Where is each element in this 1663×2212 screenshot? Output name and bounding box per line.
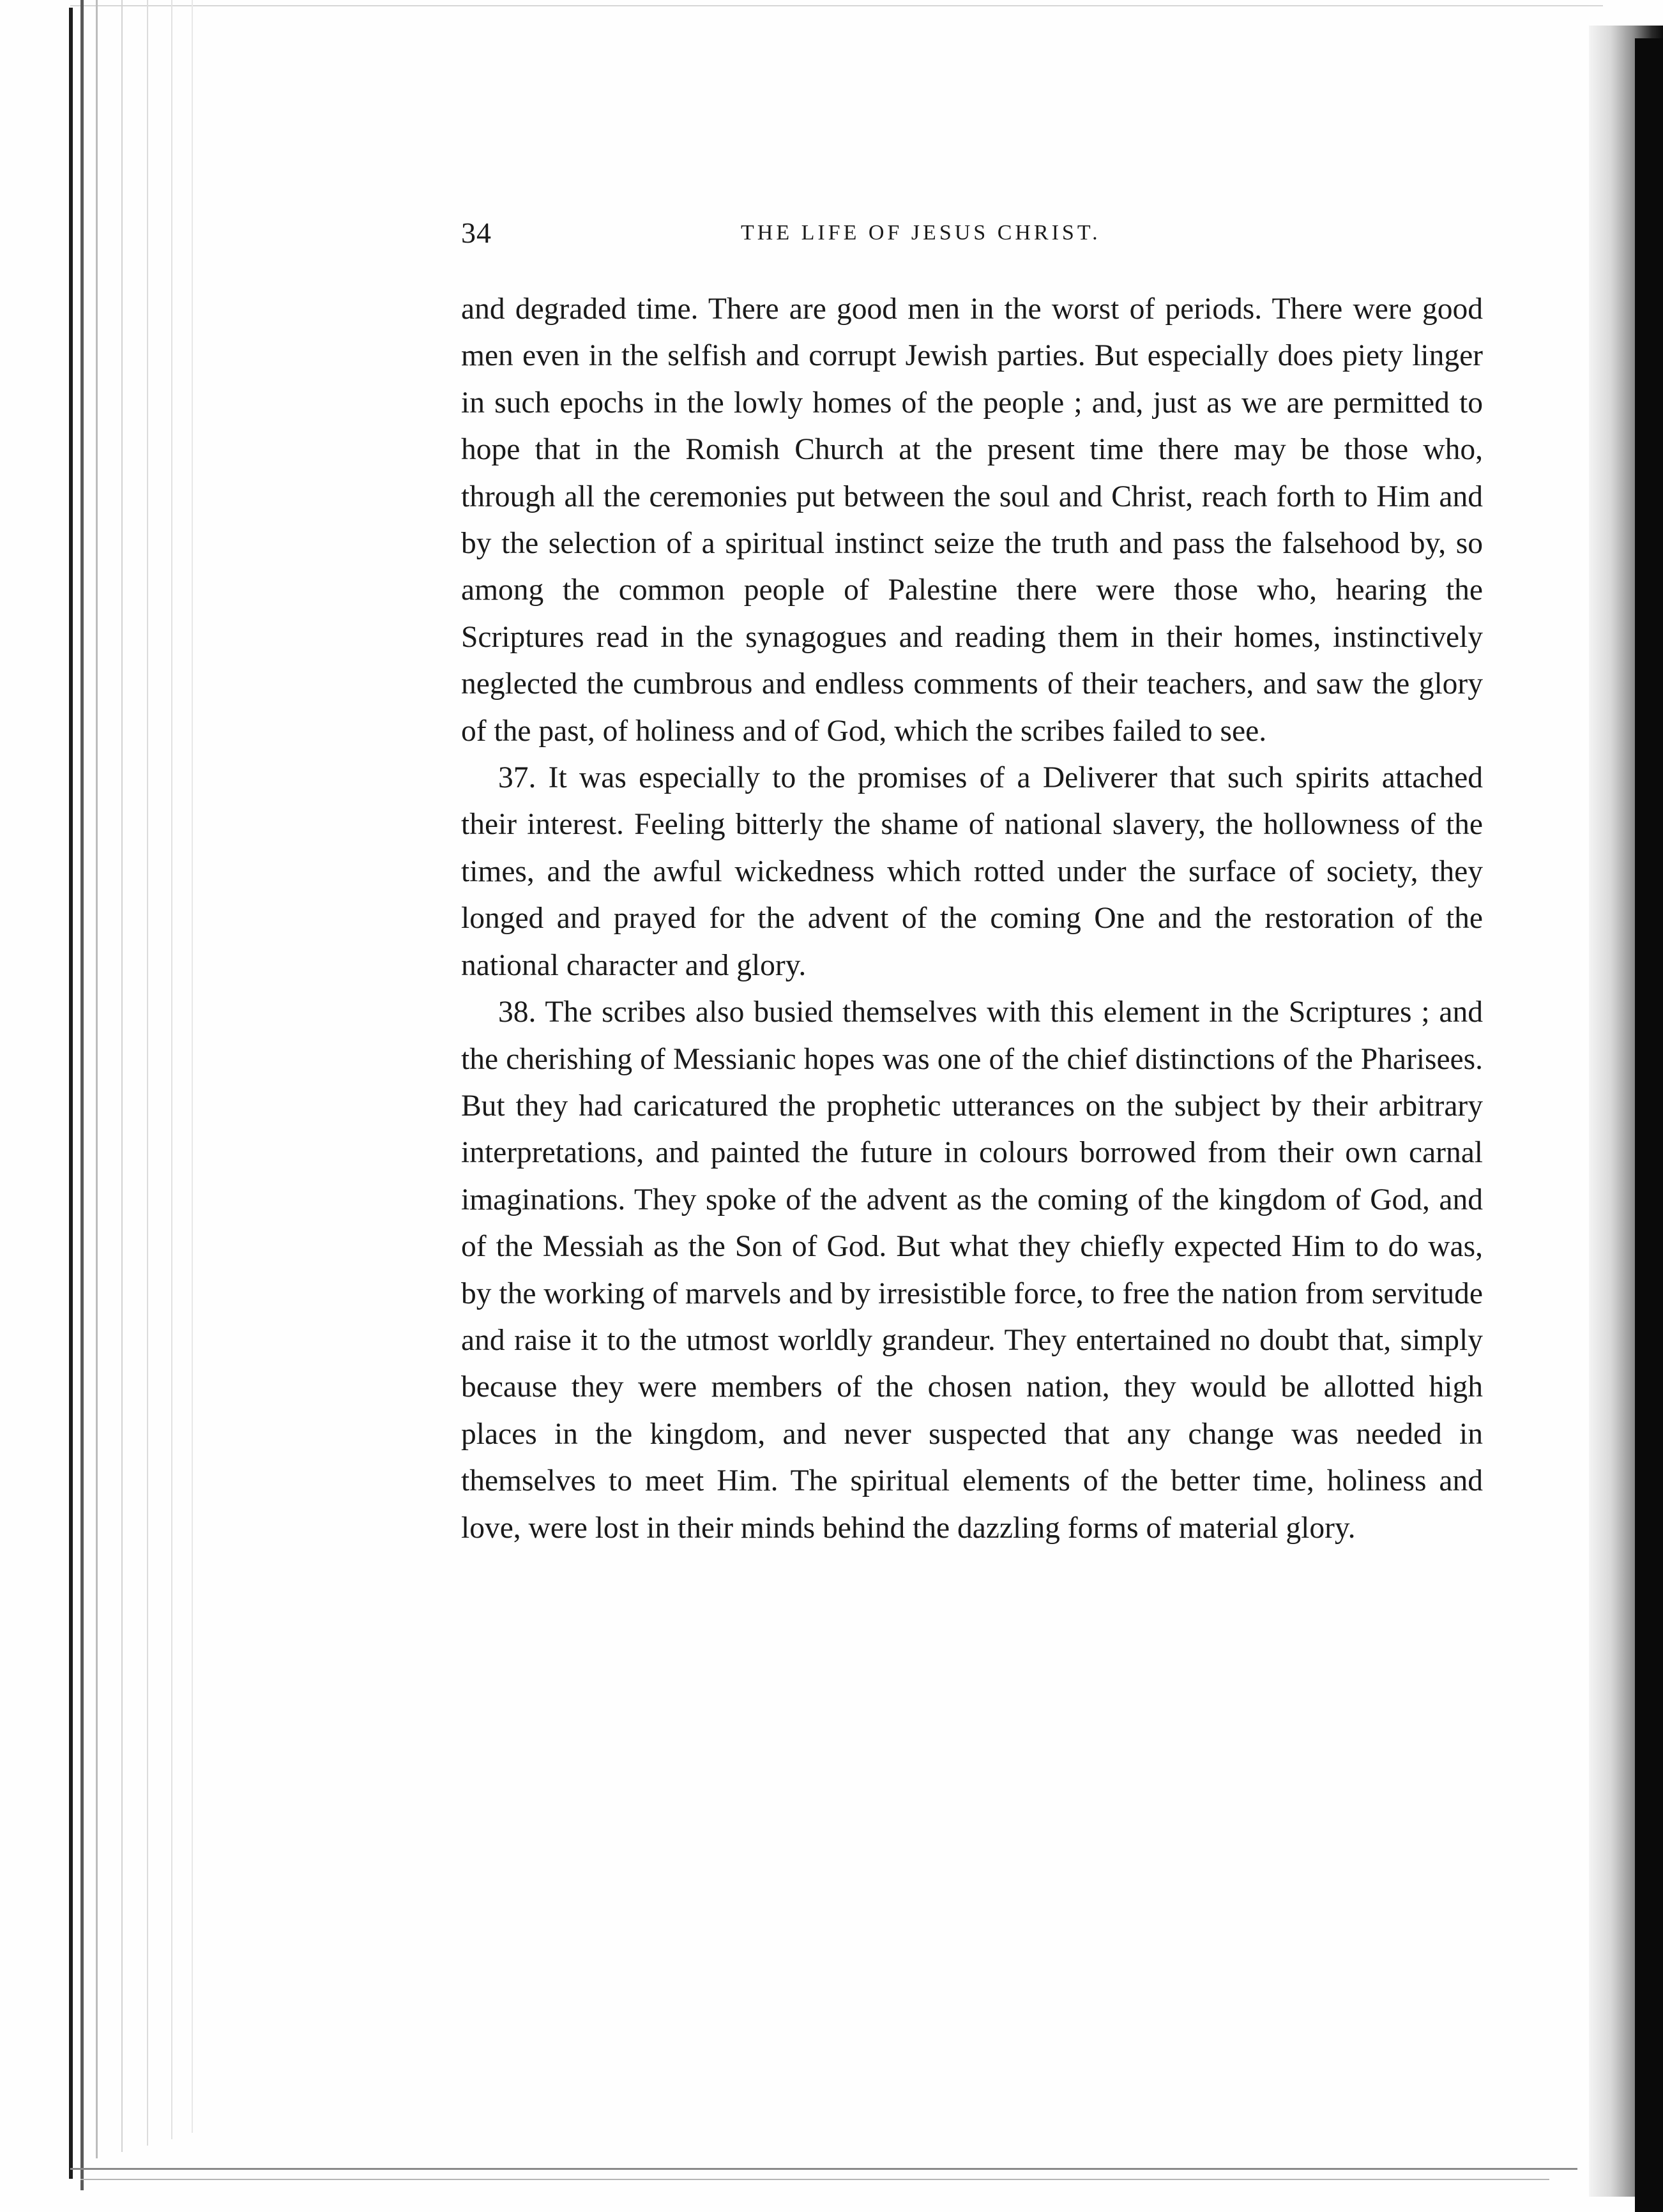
page-stack-line [192, 0, 193, 2133]
binding-edge-dark [69, 8, 73, 2179]
running-title: THE LIFE OF JESUS CHRIST. [741, 221, 1101, 245]
book-page [461, 216, 1483, 1552]
page-stack-line [171, 0, 172, 2139]
paragraph-continued: and degraded time. There are good men in the worst of periods. There were good men even in the selfish and corrupt Jewish parties. But especially does piety linger in such epochs in the lowly homes of the people ; and, just as we are permitted to hope that in the Romish Church at the present time there may be those who, through all the ceremonies put between the soul and Christ, reach forth to Him and by the selection of a spiritual instinct seize the truth and pass the falsehood by, so among the common people of Palestine there were those who, hearing the Scriptures read in the synagogues and reading them in their homes, instinctively neglected the cumbrous and endless comments of their teachers, and saw the glory of the past, of holiness and of God, which the scribes failed to see. [461, 292, 1483, 748]
right-scan-border [1635, 38, 1663, 2212]
page-stack-line [147, 0, 148, 2146]
paragraph-37: 37. It was especially to the promises of a Deliverer that such spirits attached their interest. Feeling bitterly the shame of national slavery, the hollowness of the times, and the awful wickedness which rotted under the surface of society, they longed and prayed for the advent of the coming One and the restoration of the national character and glory. [461, 761, 1483, 982]
page-stack-line [96, 0, 98, 2158]
binding-edge-mid [80, 0, 84, 2190]
page-bottom-edge-inner [80, 2179, 1549, 2180]
page-bottom-edge [70, 2168, 1577, 2170]
page-stack-line [121, 0, 123, 2152]
page-top-edge [70, 5, 1603, 6]
paragraph-38: 38. The scribes also busied themselves with this element in the Scriptures ; and the cherishing of Messianic hopes was one of the chief distinctions of the Pharisees. But they had caricatured the prophetic utterances on the subject by their arbitrary interpretations, and painted the future in colours borrowed from their own carnal imaginations. They spoke of the advent as the coming of the kingdom of God, and of the Messiah as the Son of God. But what they chiefly expected Him to do was, by the working of marvels and by irresistible force, to free the nation from servitude and raise it to the utmost worldly grandeur. They entertained no doubt that, simply because they were members of the chosen nation, they would be allotted high places in the kingdom, and never suspected that any change was needed in themselves to meet Him. The spiritual elements of the better time, holiness and love, were lost in their minds behind the dazzling forms of material glory. [461, 996, 1483, 1545]
body-text [461, 286, 1483, 1552]
running-head [461, 216, 1483, 261]
page-number: 34 [461, 216, 492, 249]
